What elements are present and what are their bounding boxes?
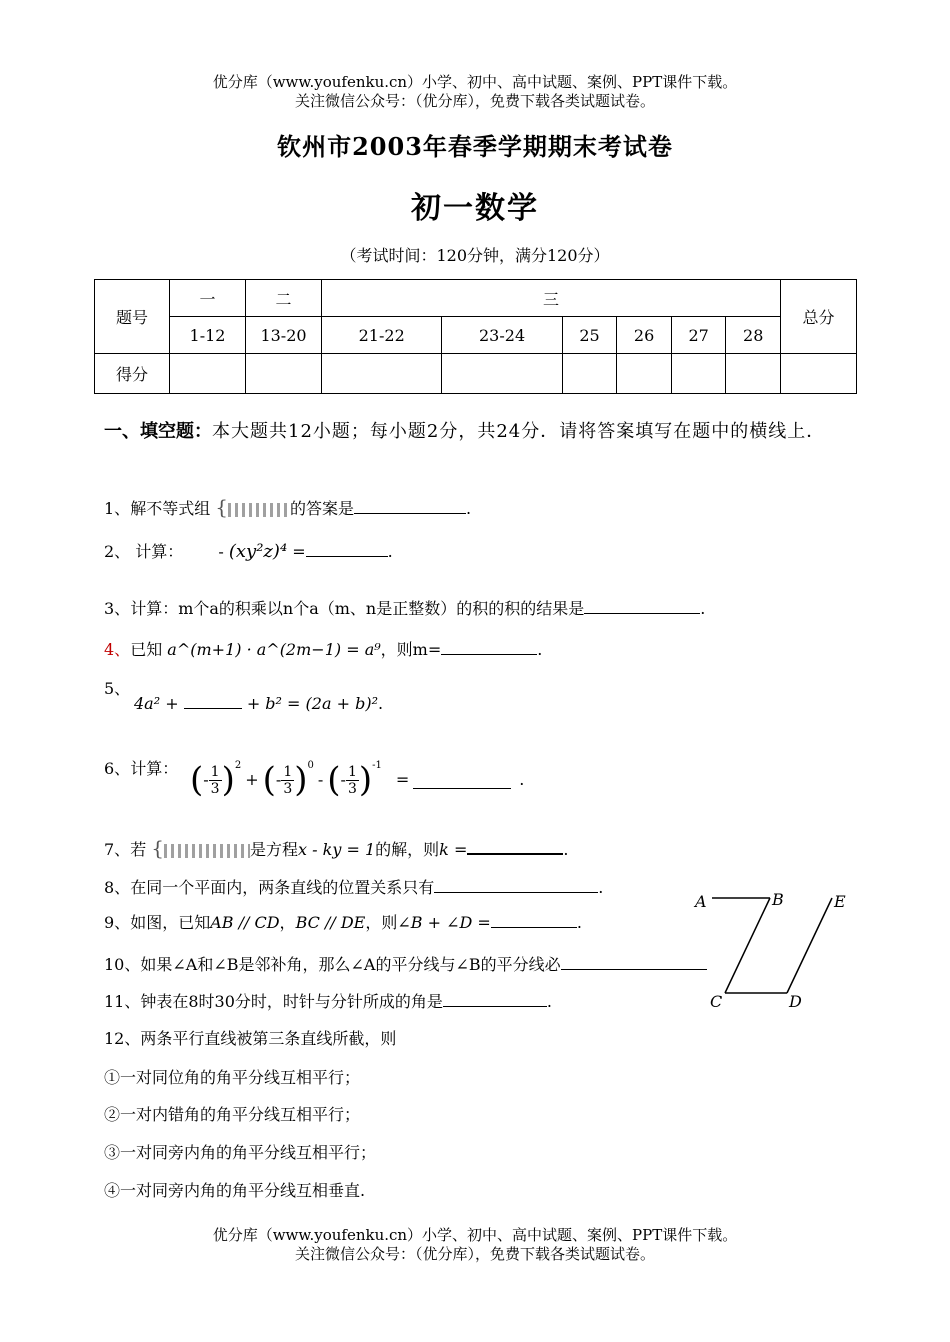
q5-left: 4a² + (134, 694, 179, 713)
score-cell[interactable] (671, 354, 726, 394)
col-label: 28 (726, 317, 781, 354)
q-end: . (537, 640, 543, 659)
garbled-system-icon (228, 503, 290, 517)
question-9 (104, 911, 582, 934)
section-1-desc: 本大题共12小题；每小题2分，共24分．请将答案填写在题中的横线上． (212, 421, 826, 442)
exponent: -1 (372, 760, 382, 771)
question-5-num: 5、 (104, 679, 131, 698)
numerator: 1 (347, 763, 357, 780)
equals-sign: = (395, 770, 410, 789)
score-cell[interactable] (322, 354, 442, 394)
q-end: . (519, 770, 525, 789)
question-3 (104, 597, 705, 620)
q-end: . (700, 599, 706, 618)
q-text: 在同一个平面内，两条直线的位置关系只有 (130, 878, 435, 897)
q-num: 7、 (104, 840, 131, 859)
q-text: 计算： (130, 542, 184, 561)
q-text: ，则 (365, 913, 398, 932)
segment-de (787, 898, 832, 993)
fraction-one-third (281, 764, 294, 797)
answer-blank[interactable] (491, 911, 577, 928)
footer-line-1: 优分库（www.youfenku.cn）小学、初中、高中试题、案例、PPT课件下载。 (212, 1226, 738, 1244)
label-question-no: 题号 (95, 280, 170, 354)
equals-sign: = (292, 542, 306, 561)
q-num: 11、 (104, 992, 141, 1011)
score-cell[interactable] (246, 354, 322, 394)
exponent: 0 (307, 760, 314, 771)
q-text: 是方程 (250, 840, 299, 859)
answer-blank[interactable] (443, 990, 547, 1007)
question-7 (104, 837, 568, 861)
q-text: 的解，则 (375, 840, 440, 859)
score-cell[interactable] (442, 354, 562, 394)
k-equals: k = (439, 840, 468, 859)
answer-blank[interactable] (413, 772, 511, 789)
col-label: 13-20 (246, 317, 322, 354)
garbled-system-icon (164, 844, 250, 858)
segment-bc (725, 898, 770, 993)
q-end: . (377, 694, 384, 713)
group-2: 二 (246, 280, 322, 317)
score-cell[interactable] (170, 354, 246, 394)
q-num: 1、 (104, 499, 131, 518)
answer-blank[interactable] (584, 597, 700, 614)
question-10 (104, 953, 707, 976)
angle-sum: ∠B + ∠D = (397, 913, 491, 932)
footer-line-2: 关注微信公众号：（优分库），免费下载各类试题试卷。 (294, 1245, 655, 1263)
q4-expression: a^(m+1) · a^(2m−1) = a⁹ (167, 640, 381, 659)
score-cell[interactable] (617, 354, 672, 394)
section-1-title: 一、填空题： (104, 421, 212, 442)
q-text: 计算： (130, 759, 179, 778)
q-end: . (546, 992, 553, 1011)
q5-right: + b² = (2a + b)² (246, 694, 378, 713)
col-label: 1-12 (170, 317, 246, 354)
label-b: B (772, 890, 784, 909)
q-text: 已知 (130, 640, 163, 659)
score-cell[interactable] (726, 354, 781, 394)
numerator: 1 (210, 763, 220, 780)
q7-equation: x - ky = 1 (298, 840, 376, 859)
denominator: 3 (347, 780, 357, 797)
label-score: 得分 (95, 354, 170, 394)
fraction-one-third (346, 764, 359, 797)
q-text: 两条平行直线被第三条直线所截，则 (140, 1029, 397, 1048)
answer-blank[interactable] (184, 692, 242, 709)
exam-title: 钦州市2003年春季学期期末考试卷 (277, 132, 673, 161)
answer-blank[interactable] (467, 837, 563, 855)
system-brace-icon: { (215, 495, 229, 519)
option-1: ①一对同位角的角平分线互相平行； (104, 1068, 361, 1087)
q-num: 2、 (104, 542, 131, 561)
option-2: ②一对内错角的角平分线互相平行； (104, 1105, 361, 1124)
fraction-one-third (209, 764, 222, 797)
q-text: 如图，已知 (130, 913, 211, 932)
minus-sign: - (203, 770, 209, 789)
numerator: 1 (283, 763, 293, 780)
score-cell[interactable] (781, 354, 857, 394)
q-text: 钟表在8时30分时，时针与分针所成的角是 (140, 992, 443, 1011)
question-1 (104, 496, 471, 520)
q-num: 12、 (104, 1029, 141, 1048)
answer-blank[interactable] (306, 540, 388, 557)
minus-sign: - (218, 542, 224, 561)
minus-sign: - (340, 770, 346, 789)
q-end: . (466, 499, 472, 518)
answer-blank[interactable] (434, 876, 598, 893)
label-total: 总分 (781, 280, 857, 354)
header-line-1: 优分库（www.youfenku.cn）小学、初中、高中试题、案例、PPT课件下载。 (212, 73, 738, 91)
section-1-heading (104, 418, 854, 446)
group-1: 一 (170, 280, 246, 317)
q-num: 10、 (104, 955, 141, 974)
parallel-ab-cd: AB // CD (210, 913, 280, 932)
geometry-figure (690, 885, 860, 1015)
q-num: 4、 (104, 640, 131, 659)
answer-blank[interactable] (441, 638, 537, 655)
q-num: 9、 (104, 913, 131, 932)
exponent: 2 (234, 760, 242, 771)
label-a: A (695, 892, 707, 911)
score-cell[interactable] (562, 354, 617, 394)
question-2 (104, 540, 393, 563)
col-label: 26 (617, 317, 672, 354)
q-text: 计算：m个a的积乘以n个a（m、n是正整数）的积的积的结果是 (130, 599, 585, 618)
q-text: 解不等式组 (130, 499, 211, 518)
header-line-2: 关注微信公众号：（优分库），免费下载各类试题试卷。 (294, 92, 655, 110)
q-end: . (563, 840, 569, 859)
q-num: 8、 (104, 878, 131, 897)
col-label: 21-22 (322, 317, 442, 354)
parallel-bc-de: BC // DE (295, 913, 366, 932)
plus-sign: + (245, 770, 259, 789)
question-6 (104, 758, 178, 780)
score-table (94, 279, 857, 394)
question-8 (104, 876, 603, 899)
q-text: ， (279, 913, 296, 932)
denominator: 3 (210, 780, 220, 797)
exam-info: （考试时间：120分钟，满分120分） (340, 246, 610, 265)
option-3: ③一对同旁内角的角平分线互相平行； (104, 1143, 377, 1162)
question-5 (134, 692, 383, 715)
label-e: E (834, 892, 846, 911)
q-text: ，则m= (380, 640, 442, 659)
col-label: 25 (562, 317, 617, 354)
option-4: ④一对同旁内角的角平分线互相垂直. (104, 1181, 366, 1200)
answer-blank[interactable] (561, 953, 707, 970)
label-c: C (710, 992, 723, 1011)
col-label: 23-24 (442, 317, 562, 354)
question-4 (104, 638, 542, 661)
q-num: 3、 (104, 599, 131, 618)
question-12 (104, 1028, 396, 1050)
q-end: . (387, 542, 393, 561)
denominator: 3 (283, 780, 293, 797)
group-3: 三 (322, 280, 781, 317)
q-text: 如果∠A和∠B是邻补角，那么∠A的平分线与∠B的平分线必 (140, 955, 561, 974)
q6-expression: ( - $\frac{1}{3}$ ) $^2$ + ( - $\frac{1}{3}$ ) $^0$ - ( - $\frac{1}{3}$ ) $^{-1}$ = . (190, 755, 524, 805)
q-end: . (598, 878, 604, 897)
question-11 (104, 990, 552, 1013)
system-brace-icon: { (151, 836, 165, 860)
q2-expression: (xy²z)⁴ (228, 541, 288, 562)
minus-sign: - (317, 770, 324, 789)
q-num: 6、 (104, 759, 131, 778)
q-text: 若 (130, 840, 147, 859)
label-d: D (789, 992, 802, 1011)
q-end: . (576, 913, 582, 932)
answer-blank[interactable] (354, 497, 466, 514)
minus-sign: - (275, 770, 282, 789)
q-text: 的答案是 (290, 499, 355, 518)
col-label: 27 (671, 317, 726, 354)
subject-title: 初一数学 (411, 191, 539, 226)
